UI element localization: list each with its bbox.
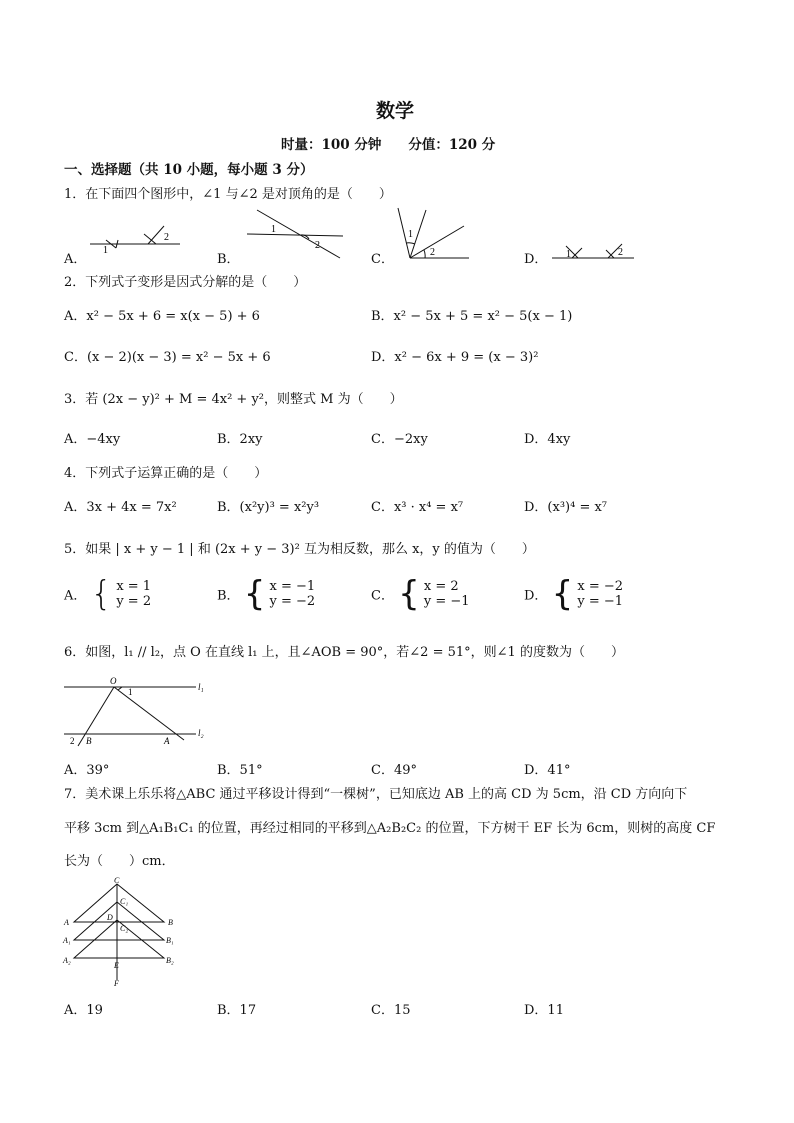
q5-b-label: B． (217, 588, 240, 604)
page-title: 数学 (376, 100, 415, 122)
q7-option-b: B．17 (217, 1003, 257, 1018)
q5-d-brace: { (551, 574, 574, 614)
q1-b-label-1: 1 (271, 224, 276, 235)
q7-option-a: A．19 (64, 1003, 103, 1018)
q1-b-label-2: 2 (315, 240, 320, 251)
q2-stem: 2．下列式子变形是因式分解的是（ ） (64, 275, 307, 290)
q5-c-brace: { (398, 574, 420, 614)
q2-option-c: C．(x − 2)(x − 3) = x² − 5x + 6 (64, 350, 271, 365)
q5-b-system (269, 579, 315, 609)
q6-option-d: D．41° (524, 763, 571, 778)
q7-label-f: F (114, 979, 119, 988)
q4-stem: 4．下列式子运算正确的是（ ） (64, 466, 268, 481)
q1-option-c: C． (371, 252, 394, 267)
q6-label-l1: l₁ (198, 682, 204, 692)
q7-label-c: C (114, 876, 120, 885)
q7-label-c2: C₂ (120, 924, 129, 933)
q7-label-a1: A₁ (63, 936, 71, 945)
q5-d-system (577, 579, 623, 609)
q4-option-d: D．(x³)⁴ = x⁷ (524, 500, 608, 515)
q5-b-eq2: y = −2 (269, 594, 316, 609)
q5-a-brace: { (90, 574, 113, 614)
q6-option-a: A．39° (64, 763, 110, 778)
q4-option-c: C．x³ · x⁴ = x⁷ (371, 500, 464, 515)
q1-option-d: D． (524, 252, 548, 267)
q6-label-1: 1 (128, 687, 133, 697)
q7-option-d: D．11 (524, 1003, 564, 1018)
q6-figure (60, 674, 220, 750)
q1-figure-b (245, 208, 345, 263)
q7-label-b2: B₂ (166, 956, 174, 965)
q5-stem: 5．如果 | x + y − 1 | 和 (2x + y − 3)² 互为相反数，那么 x，y 的值为（ ） (64, 542, 535, 557)
q6-label-o: O (110, 676, 117, 686)
q2-option-b: B．x² − 5x + 5 = x² − 5(x − 1) (371, 309, 573, 324)
q7-label-d: D (107, 913, 113, 922)
q5-option-a (64, 574, 151, 614)
q6-label-a: A (164, 736, 170, 746)
q5-d-label: D． (524, 588, 548, 604)
q3-option-b: B．2xy (217, 432, 263, 447)
q7-option-c: C．15 (371, 1003, 411, 1018)
q6-label-l2: l₂ (198, 728, 204, 738)
q5-option-c (371, 574, 470, 614)
q1-option-a: A． (64, 252, 87, 267)
q3-option-a: A．−4xy (64, 432, 121, 447)
q2-option-d: D．x² − 6x + 9 = (x − 3)² (371, 350, 539, 365)
q5-c-eq1: x = 2 (423, 579, 459, 594)
q6-label-b: B (86, 736, 92, 746)
q6-stem: 6．如图，l₁ // l₂，点 O 在直线 l₁ 上，且∠AOB = 90°，若∠2 = 51°，则∠1 的度数为（ ） (64, 645, 624, 660)
q5-d-eq1: x = −2 (577, 579, 624, 594)
q4-option-a: A．3x + 4x = 7x² (64, 500, 177, 515)
q1-d-label-1: 1 (566, 249, 571, 260)
q5-a-system (116, 579, 151, 609)
q7-line-2: 平移 3cm 到△A₁B₁C₁ 的位置，再经过相同的平移到△A₂B₂C₂ 的位置，下方树干 EF 长为 6cm，则树的高度 CF (64, 821, 716, 836)
q3-option-d: D．4xy (524, 432, 571, 447)
q1-c-label-1: 1 (408, 229, 413, 240)
q7-label-b: B (168, 918, 173, 927)
q5-a-eq1: x = 1 (116, 579, 152, 594)
q5-b-brace: { (243, 574, 266, 614)
q1-figure-a (86, 220, 186, 260)
q7-label-a2: A₂ (63, 956, 71, 965)
q1-d-label-2: 2 (618, 247, 623, 258)
q5-c-system (424, 579, 470, 609)
q7-label-a: A (64, 918, 69, 927)
q5-c-label: C． (371, 588, 394, 604)
q3-stem: 3．若 (2x − y)² + M = 4x² + y²，则整式 M 为（ ） (64, 392, 403, 407)
q5-d-eq2: y = −1 (577, 594, 624, 609)
q1-c-label-2: 2 (430, 247, 435, 258)
q3-option-c: C．−2xy (371, 432, 428, 447)
q5-a-label: A． (64, 588, 87, 604)
q7-label-e: E (114, 961, 119, 970)
q7-label-b1: B₁ (166, 936, 174, 945)
q7-label-c1: C₁ (120, 897, 129, 906)
q4-option-b: B．(x²y)³ = x²y³ (217, 500, 320, 515)
q6-option-b: B．51° (217, 763, 263, 778)
q1-a-label-1: 1 (103, 245, 108, 256)
q1-stem: 1．在下面四个图形中，∠1 与∠2 是对顶角的是（ ） (64, 187, 392, 202)
q5-c-eq2: y = −1 (423, 594, 470, 609)
q5-a-eq2: y = 2 (116, 594, 152, 609)
q1-option-b: B． (217, 252, 240, 267)
exam-info: 时量：100 分钟 分值：120 分 (281, 137, 496, 153)
q1-a-label-2: 2 (164, 232, 169, 243)
q2-option-a: A．x² − 5x + 6 = x(x − 5) + 6 (64, 309, 260, 324)
q7-line-1: 7．美术课上乐乐将△ABC 通过平移设计得到“一棵树”，已知底边 AB 上的高 CD 为 5cm，沿 CD 方向向下 (64, 787, 688, 802)
section-heading: 一、选择题（共 10 小题，每小题 3 分） (64, 162, 314, 178)
q7-tree-figure (60, 876, 180, 988)
q5-option-d (524, 574, 623, 614)
q6-option-c: C．49° (371, 763, 417, 778)
q6-label-2: 2 (70, 736, 75, 746)
q1-figure-c (394, 206, 474, 262)
q5-b-eq1: x = −1 (269, 579, 316, 594)
q7-line-3: 长为（ ）cm． (64, 854, 175, 869)
q1-figure-d (548, 236, 638, 262)
q5-option-b (217, 574, 315, 614)
